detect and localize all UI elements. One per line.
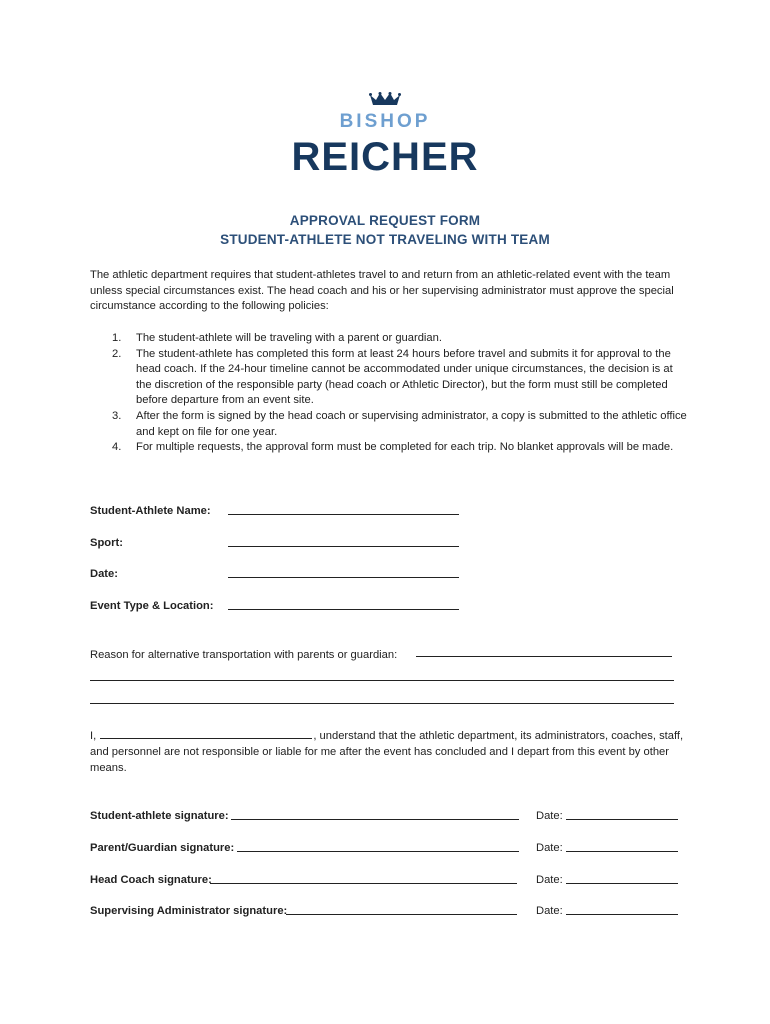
head-coach-signature-field[interactable]: [210, 883, 517, 884]
policy-number: 1.: [112, 332, 122, 344]
administrator-date-field[interactable]: [566, 914, 678, 915]
acknowledgement-paragraph: [90, 728, 690, 776]
policy-text: After the form is signed by the head coach or supervising administrator, a copy is submitted to the athletic office and kept on file for one year.: [136, 409, 687, 438]
student-date-field[interactable]: [566, 819, 678, 820]
reason-field-line-2[interactable]: [90, 680, 674, 681]
sport-label: Sport:: [90, 537, 123, 549]
policy-number: 2.: [112, 347, 122, 360]
sport-field[interactable]: [228, 546, 459, 547]
student-athlete-name-label: Student-Athlete Name:: [90, 505, 211, 517]
intro-paragraph: The athletic department requires that student-athletes travel to and return from an athletic-related event with the team unless special circumstances exist. The head coach and his or her supervising administrator must approve the special circumstance according to the following policies:: [90, 269, 674, 313]
policy-number: 4.: [112, 441, 122, 454]
event-type-location-field[interactable]: [228, 609, 459, 610]
form-title: [0, 211, 770, 249]
administrator-signature-field[interactable]: [286, 914, 517, 915]
policy-text: For multiple requests, the approval form must be completed for each trip. No blanket approvals will be made.: [136, 441, 674, 454]
policy-number: 3.: [112, 409, 122, 422]
crown-icon: [369, 92, 401, 106]
administrator-date-label: Date:: [536, 905, 563, 917]
date-field[interactable]: [228, 577, 459, 578]
policy-list: [90, 331, 690, 456]
school-logo: [0, 92, 770, 178]
head-coach-date-field[interactable]: [566, 883, 678, 884]
title-line-1: APPROVAL REQUEST FORM: [289, 213, 481, 228]
student-signature-field[interactable]: [231, 819, 519, 820]
title-line-2: STUDENT-ATHLETE NOT TRAVELING WITH TEAM: [220, 232, 550, 247]
parent-signature-label: Parent/Guardian signature:: [90, 842, 235, 854]
acknowledgement-prefix: I,: [90, 730, 97, 742]
reason-field-line-1[interactable]: [416, 656, 672, 657]
administrator-signature-label: Supervising Administrator signature:: [90, 905, 288, 917]
date-label: Date:: [90, 568, 118, 580]
policy-item: [90, 409, 690, 440]
policy-text: The student-athlete has completed this form at least 24 hours before travel and submits it for approval to the head coach. If the 24-hour timeline cannot be accommodated under unique circumstances, the decision is at the discretion of the responsible party (head coach or Athletic Director), but the form must still be completed before departure from an event site.: [136, 347, 673, 407]
logo-top-text: BISHOP: [339, 111, 431, 132]
parent-date-field[interactable]: [566, 851, 678, 852]
student-date-label: Date:: [536, 810, 563, 822]
policy-item: [90, 331, 690, 347]
parent-signature-field[interactable]: [237, 851, 519, 852]
logo-main-text: REICHER: [291, 135, 479, 179]
policy-item: [90, 347, 690, 409]
head-coach-signature-label: Head Coach signature:: [90, 874, 212, 886]
reason-label: Reason for alternative transportation with parents or guardian:: [90, 649, 398, 661]
student-signature-label: Student-athlete signature:: [90, 810, 229, 822]
reason-field-line-3[interactable]: [90, 703, 674, 704]
acknowledgement-text: , understand that the athletic department, its administrators, coaches, staff, and personnel are not responsible or liable for me after the event has concluded and I depart from this event by other means.: [90, 730, 684, 774]
event-type-location-label: Event Type & Location:: [90, 600, 214, 612]
policy-text: The student-athlete will be traveling with a parent or guardian.: [136, 332, 442, 344]
parent-date-label: Date:: [536, 842, 563, 854]
acknowledgement-name-field[interactable]: [100, 728, 312, 739]
student-athlete-name-field[interactable]: [228, 514, 459, 515]
policy-item: [90, 440, 690, 456]
head-coach-date-label: Date:: [536, 874, 563, 886]
